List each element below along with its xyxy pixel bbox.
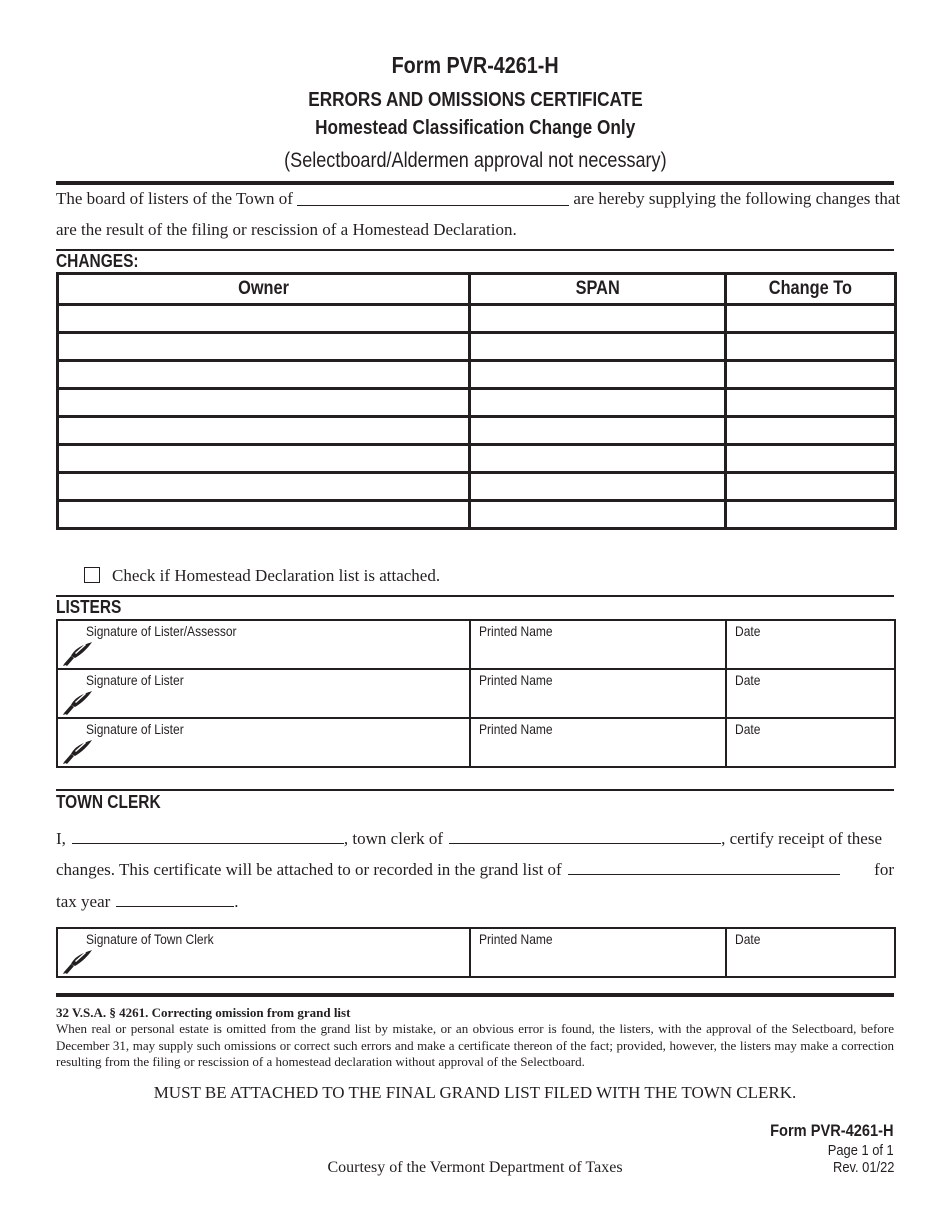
change-to-cell[interactable] [726, 473, 896, 501]
listers-signature-table [56, 619, 896, 768]
owner-cell[interactable] [58, 473, 470, 501]
changes-heading: CHANGES: [56, 251, 139, 271]
attachment-notice: MUST BE ATTACHED TO THE FINAL GRAND LIST FILED WITH THE TOWN CLERK. [153, 1083, 797, 1102]
lister-row [57, 669, 895, 718]
span-cell[interactable] [470, 501, 726, 529]
date-field[interactable] [726, 718, 895, 767]
lister-signature-field[interactable] [57, 718, 470, 767]
date-field[interactable] [726, 669, 895, 718]
town-clerk-signature-table [56, 927, 896, 978]
statute-heading: 32 V.S.A. § 4261. Correcting omission from grand list [56, 1005, 351, 1020]
divider [56, 595, 894, 597]
table-row [58, 333, 896, 361]
attachment-checkbox[interactable] [84, 567, 100, 583]
pen-icon [61, 688, 95, 716]
span-cell[interactable] [470, 389, 726, 417]
change-to-cell[interactable] [726, 445, 896, 473]
listers-heading: LISTERS [56, 597, 122, 617]
footer-form-number: Form PVR-4261-H [770, 1121, 894, 1140]
table-row [58, 473, 896, 501]
date-label: Date [735, 931, 761, 947]
divider [56, 993, 894, 997]
intro-line-1: The board of listers of the Town of are hereby supplying the following changes that [56, 189, 901, 208]
owner-cell[interactable] [58, 361, 470, 389]
lister-signature-field[interactable] [57, 620, 470, 669]
date-label: Date [735, 623, 761, 639]
town-clerk-line-3: tax year . [56, 892, 239, 911]
owner-cell[interactable] [58, 389, 470, 417]
tax-year-blank[interactable] [116, 892, 234, 907]
span-cell[interactable] [470, 417, 726, 445]
printed-name-field[interactable] [470, 620, 726, 669]
table-row [58, 445, 896, 473]
form-number-title: Form PVR-4261-H [391, 52, 559, 78]
span-cell[interactable] [470, 361, 726, 389]
span-cell[interactable] [470, 333, 726, 361]
date-field[interactable] [726, 928, 895, 977]
lister-row [57, 620, 895, 669]
lister-row [57, 718, 895, 767]
table-row [58, 501, 896, 529]
owner-cell[interactable] [58, 333, 470, 361]
change-to-cell[interactable] [726, 305, 896, 333]
town-clerk-line-1: I, , town clerk of , certify receipt of these [56, 829, 883, 848]
column-header-span: SPAN [470, 274, 726, 305]
column-header-owner: Owner [58, 274, 470, 305]
grand-list-blank[interactable] [568, 860, 840, 875]
change-to-cell[interactable] [726, 501, 896, 529]
span-cell[interactable] [470, 473, 726, 501]
revision-date: Rev. 01/22 [832, 1159, 894, 1176]
signature-label: Signature of Lister/Assessor [86, 623, 237, 639]
attachment-checkbox-label: Check if Homestead Declaration list is attached. [112, 566, 441, 585]
change-to-cell[interactable] [726, 389, 896, 417]
printed-name-field[interactable] [470, 928, 726, 977]
pen-icon [61, 639, 95, 667]
table-row [58, 361, 896, 389]
approval-note: (Selectboard/Aldermen approval not necessary) [283, 149, 667, 172]
town-clerk-row [57, 928, 895, 977]
span-cell[interactable] [470, 305, 726, 333]
statute-body: When real or personal estate is omitted from the grand list by mistake, or an obvious error is found, the listers, with the approval of the Selectboard, before December 31, may supply such omissions or correct such errors and make a certificate thereon of the fact; provided, however, the listers may make a correction resulting from the filing or rescission of a homestead declaration without approval of the Selectboard. [56, 1021, 894, 1069]
courtesy-line: Courtesy of the Vermont Department of Taxes [327, 1159, 623, 1176]
printed-name-label: Printed Name [479, 623, 553, 639]
town-name-blank[interactable] [297, 189, 569, 206]
span-cell[interactable] [470, 445, 726, 473]
printed-name-label: Printed Name [479, 672, 553, 688]
town-clerk-line-2: changes. This certificate will be attached to or recorded in the grand list of for [56, 860, 894, 879]
date-field[interactable] [726, 620, 895, 669]
town-clerk-signature-field[interactable] [57, 928, 470, 977]
intro-line-2: are the result of the filing or rescission of a Homestead Declaration. [56, 220, 517, 239]
table-row [58, 389, 896, 417]
date-label: Date [735, 672, 761, 688]
signature-label: Signature of Lister [86, 672, 184, 688]
printed-name-field[interactable] [470, 669, 726, 718]
date-label: Date [735, 721, 761, 737]
clerk-name-blank[interactable] [72, 829, 344, 844]
owner-cell[interactable] [58, 445, 470, 473]
lister-signature-field[interactable] [57, 669, 470, 718]
pen-icon [61, 737, 95, 765]
divider [56, 789, 894, 791]
owner-cell[interactable] [58, 305, 470, 333]
page-number: Page 1 of 1 [828, 1142, 894, 1159]
table-row [58, 305, 896, 333]
form-title: ERRORS AND OMISSIONS CERTIFICATE [307, 89, 643, 111]
divider [56, 249, 894, 251]
table-row [58, 417, 896, 445]
signature-label: Signature of Lister [86, 721, 184, 737]
pen-icon [61, 947, 95, 975]
change-to-cell[interactable] [726, 333, 896, 361]
town-clerk-heading: TOWN CLERK [56, 792, 161, 812]
changes-table [56, 272, 897, 530]
column-header-change-to: Change To [726, 274, 896, 305]
clerk-town-blank[interactable] [449, 829, 721, 844]
signature-label: Signature of Town Clerk [86, 931, 214, 947]
divider [56, 181, 894, 185]
change-to-cell[interactable] [726, 417, 896, 445]
printed-name-label: Printed Name [479, 931, 553, 947]
owner-cell[interactable] [58, 501, 470, 529]
printed-name-label: Printed Name [479, 721, 553, 737]
owner-cell[interactable] [58, 417, 470, 445]
change-to-cell[interactable] [726, 361, 896, 389]
form-subtitle: Homestead Classification Change Only [314, 117, 636, 139]
printed-name-field[interactable] [470, 718, 726, 767]
